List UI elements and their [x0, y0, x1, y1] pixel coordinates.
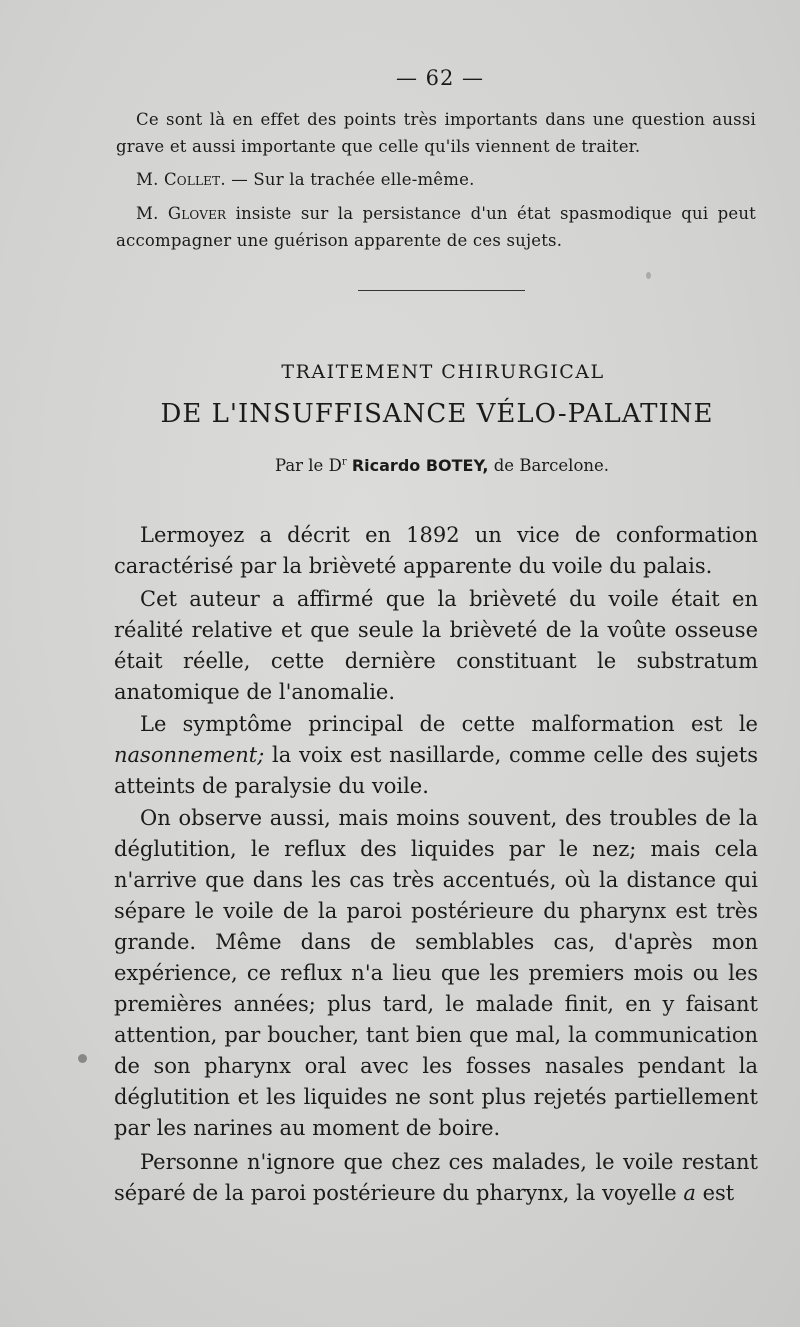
- byline-superscript: r: [341, 456, 347, 468]
- prior-paragraph-1: Ce sont là en effet des points très importants dans une question aussi grave et aussi importante que celle qu'ils viennent de traiter.: [116, 110, 756, 156]
- speaker-glover: M. Glover: [136, 204, 227, 223]
- page-number: — 62 —: [395, 66, 485, 90]
- speaker-collet: M. Collet.: [136, 170, 226, 189]
- paper-speck: [646, 272, 651, 279]
- glover-remark: insiste sur la persistance d'un état spasmodique qui peut accompagner une guérison apparente de ces sujets.: [116, 204, 756, 250]
- prior-paragraph-collet: [116, 166, 756, 193]
- p5-emphasis: a: [683, 1181, 696, 1205]
- body-paragraph-1: Lermoyez a décrit en 1892 un vice de conformation caractérisé par la brièveté apparente du voile du palais.: [114, 523, 758, 578]
- p3-text-b: la voix est nasillarde, comme celle des sujets atteints de paralysie du voile.: [114, 743, 758, 798]
- article-title-line-1: TRAITEMENT CHIRURGICAL: [281, 361, 605, 383]
- p5-text-a: Personne n'ignore que chez ces malades, le voile restant séparé de la paroi postérieure du pharynx, la voyelle: [114, 1150, 758, 1205]
- p5-text-b: est: [695, 1181, 735, 1205]
- body-paragraph-3: [114, 709, 758, 802]
- article-byline: [0, 456, 800, 475]
- p3-emphasis: nasonnement;: [114, 743, 265, 767]
- author-name: Ricardo BOTEY,: [351, 456, 489, 475]
- prior-paragraph-glover: [116, 200, 756, 254]
- body-paragraph-5: [114, 1147, 758, 1209]
- body-paragraph-2: Cet auteur a affirmé que la brièveté du voile était en réalité relative et que seule la brièveté de la voûte osseuse était réelle, cette dernière constituant le substratum anatomique de l'anomalie.: [114, 587, 758, 704]
- p3-text-a: Le symptôme principal de cette malformation est le: [140, 712, 758, 736]
- collet-remark: — Sur la trachée elle-même.: [225, 170, 475, 189]
- ink-spot: [78, 1054, 87, 1063]
- body-paragraph-4: On observe aussi, mais moins souvent, des troubles de la déglutition, le reflux des liquides par le nez; mais cela n'arrive que dans les cas très accentués, où la distance qui sépare le voile de la paroi postérieure du pharynx est très grande. Même dans de semblables cas, d'après mon expérience, ce reflux n'a lieu que les premiers mois ou les premières années; plus tard, le malade finit, en y faisant attention, par boucher, tant bien que mal, la communication de son pharynx oral avec les fosses nasales pendant la déglutition et les liquides ne sont plus rejetés partiellement par les narines au moment de boire.: [114, 806, 758, 1140]
- author-city: de Barcelone.: [488, 456, 610, 475]
- section-divider: [358, 290, 525, 291]
- article-title-line-2: DE L'INSUFFISANCE VÉLO-PALATINE: [160, 399, 714, 429]
- byline-prefix: Par le D: [274, 456, 342, 475]
